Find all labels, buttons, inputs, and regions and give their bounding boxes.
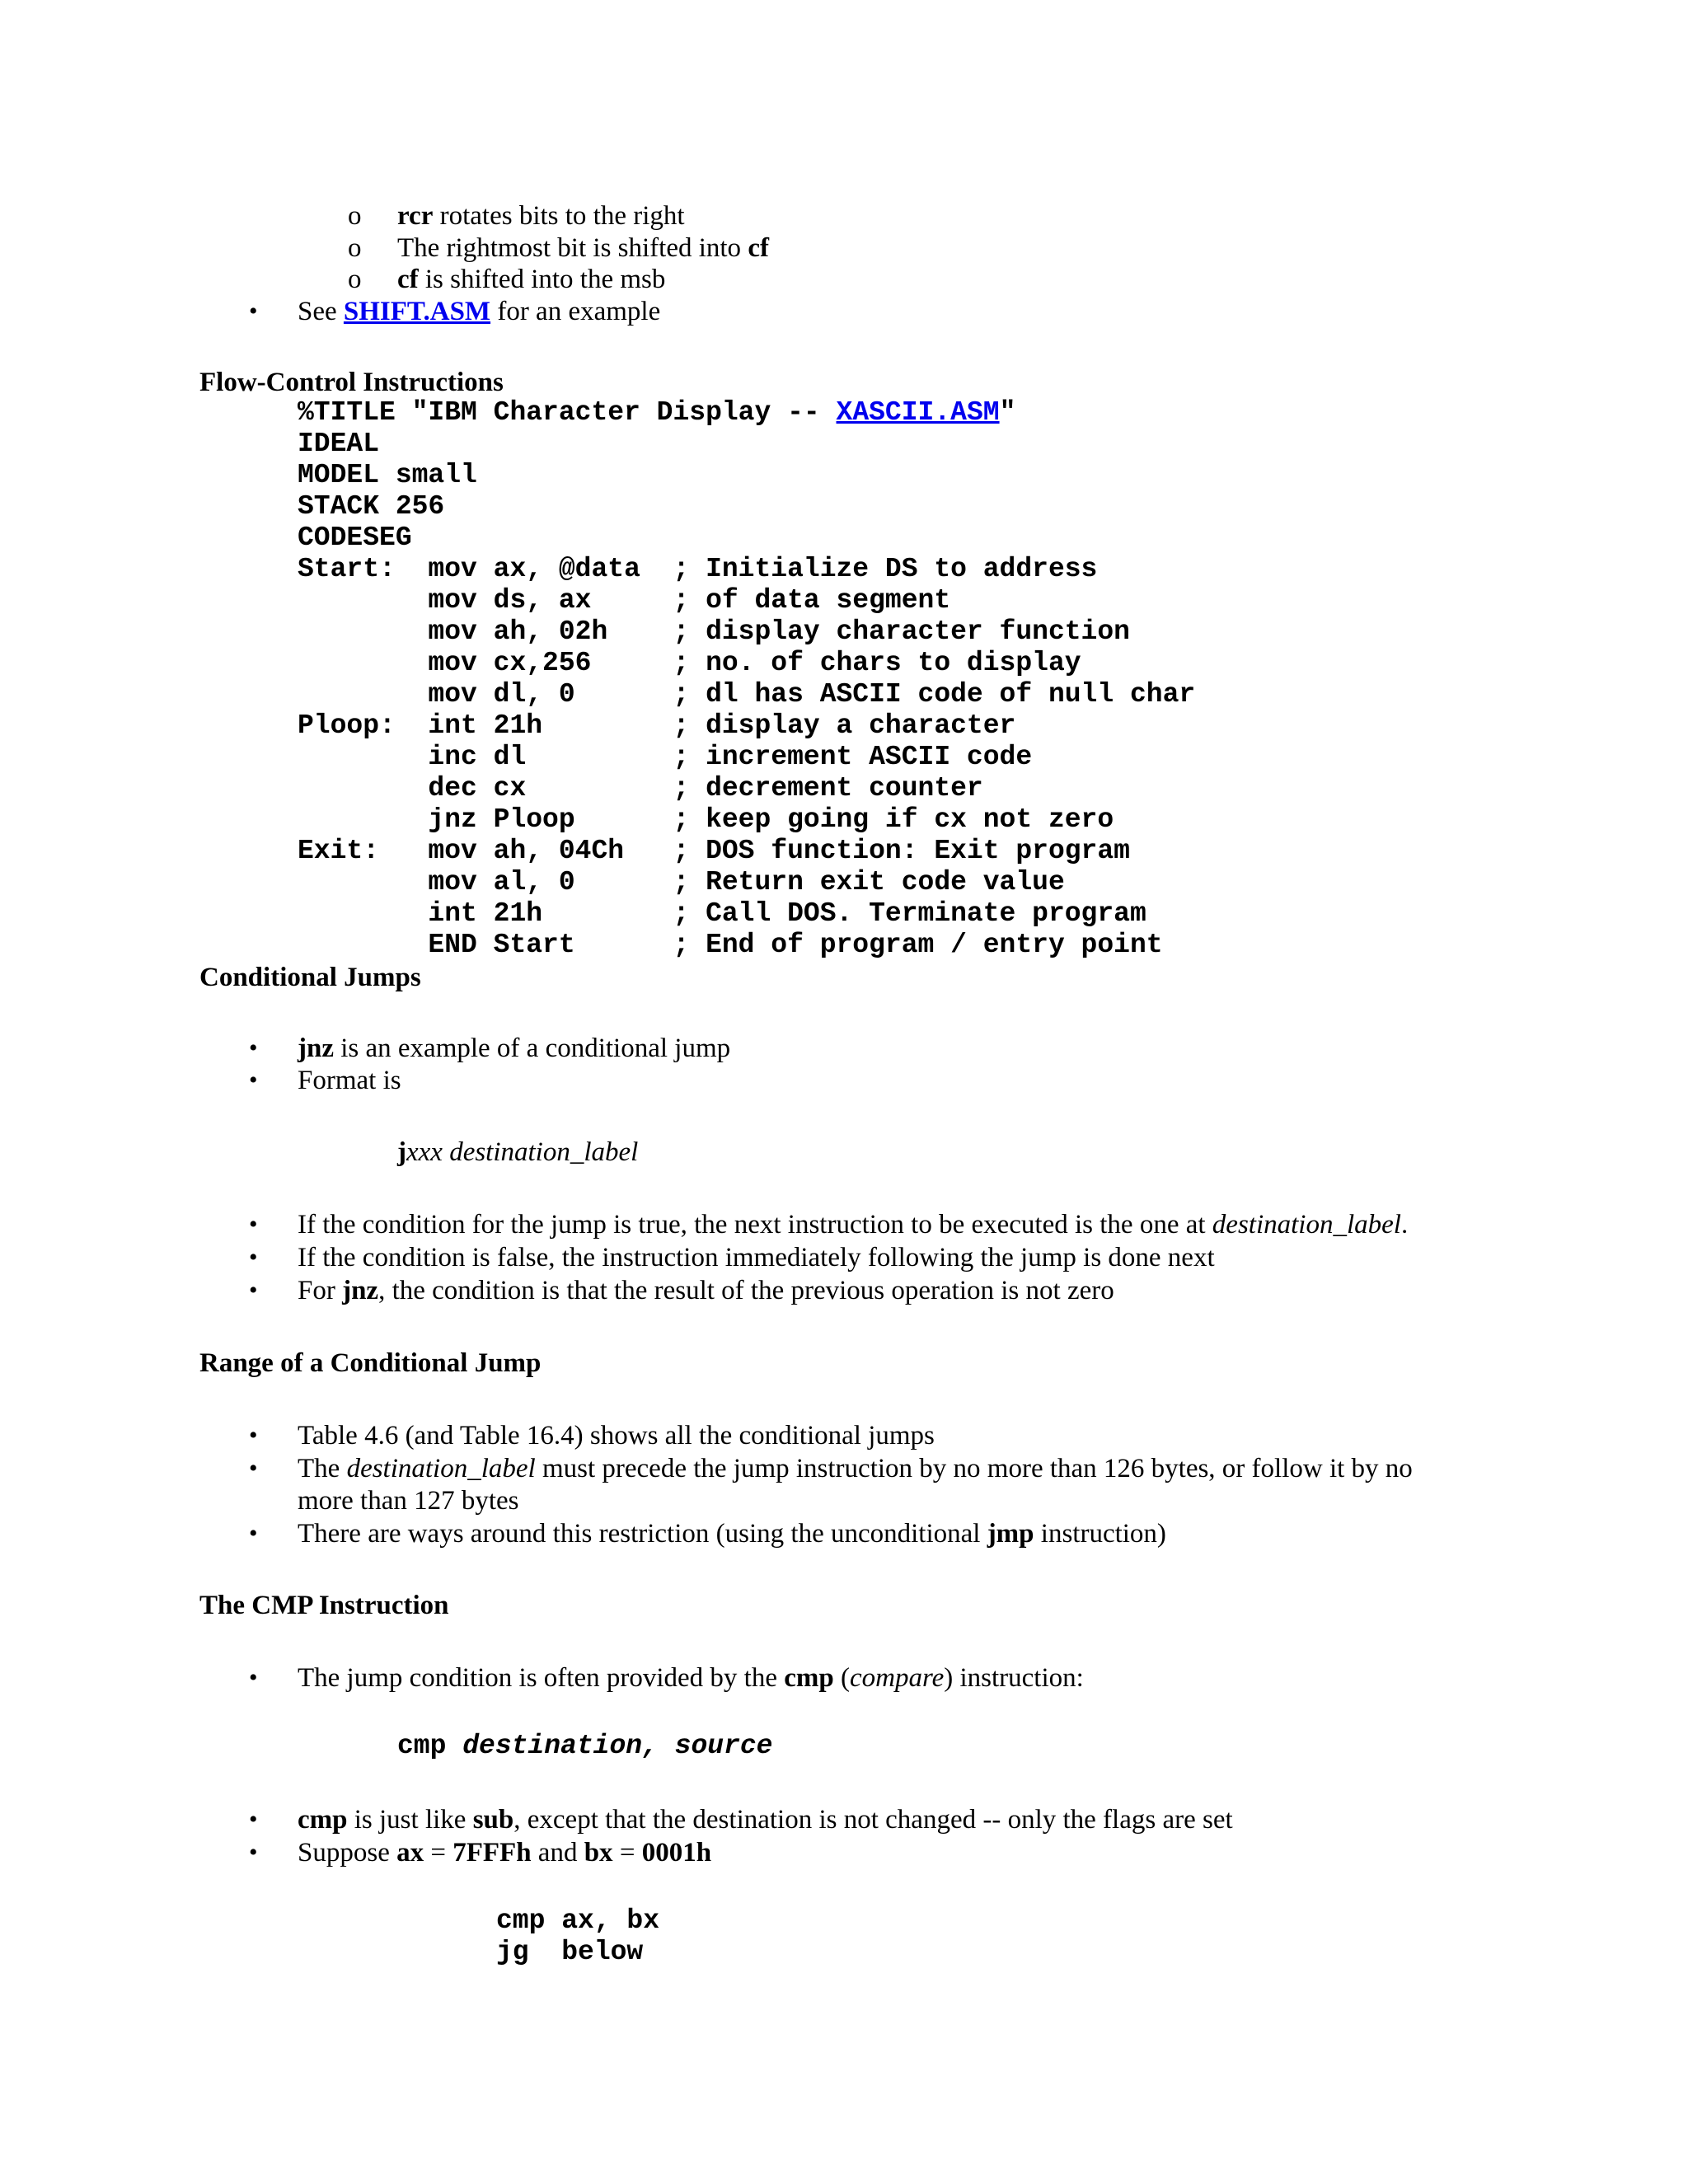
circle-bullet-icon: o — [348, 233, 362, 263]
bullet-icon: • — [249, 1244, 258, 1271]
list-item: If the condition is false, the instruction immediately following the jump is done next — [298, 1243, 1215, 1272]
circle-bullet-icon: o — [348, 201, 362, 231]
bullet-icon: • — [249, 1422, 258, 1449]
code-line: cmp ax, bx — [496, 1905, 660, 1936]
code-line: jnz Ploop ; keep going if cx not zero — [298, 804, 1114, 835]
list-item: The rightmost bit is shifted into cf — [397, 233, 769, 263]
bullet-icon: • — [249, 1277, 258, 1304]
bullet-icon: • — [249, 1034, 258, 1062]
format-syntax: jxxx destination_label — [397, 1137, 639, 1167]
code-line: mov al, 0 ; Return exit code value — [298, 867, 1065, 898]
list-item: If the condition for the jump is true, the next instruction to be executed is the one at destination_label. — [298, 1210, 1409, 1240]
code-block — [298, 429, 1195, 961]
section-heading: The CMP Instruction — [199, 1591, 449, 1620]
bullet-icon: • — [249, 1211, 258, 1238]
code-line: mov dl, 0 ; dl has ASCII code of null char — [298, 679, 1196, 710]
list-item: rcr rotates bits to the right — [397, 201, 685, 231]
code-line: mov ds, ax ; of data segment — [298, 585, 951, 616]
example-code-block — [496, 1905, 659, 1968]
list-item: cmp is just like sub, except that the destination is not changed -- only the flags are set — [298, 1805, 1233, 1835]
bullet-icon: • — [249, 1806, 258, 1833]
code-line: jg below — [496, 1937, 644, 1967]
list-item: The jump condition is often provided by the cmp (compare) instruction: — [298, 1663, 1084, 1693]
circle-bullet-icon: o — [348, 265, 362, 294]
code-line: IDEAL — [298, 429, 380, 459]
code-line: inc dl ; increment ASCII code — [298, 742, 1033, 772]
bullet-icon: • — [249, 1455, 258, 1482]
bullet-icon: • — [249, 1839, 258, 1866]
bullet-icon: • — [249, 1520, 258, 1547]
section-heading: Range of a Conditional Jump — [199, 1348, 542, 1378]
list-item: jnz is an example of a conditional jump — [298, 1033, 731, 1063]
section-heading: Flow-Control Instructions — [199, 368, 504, 397]
code-line: CODESEG — [298, 523, 412, 553]
list-item: Format is — [298, 1066, 401, 1095]
list-item: For jnz, the condition is that the result of the previous operation is not zero — [298, 1276, 1114, 1305]
shift-asm-link[interactable]: SHIFT.ASM — [343, 297, 491, 326]
cmp-syntax: cmp destination, source — [397, 1731, 773, 1761]
code-title-line: %TITLE "IBM Character Display -- XASCII.ASM" — [298, 397, 1016, 428]
code-line: END Start ; End of program / entry point — [298, 930, 1163, 960]
bullet-icon: • — [249, 298, 258, 325]
code-line: Start: mov ax, @data ; Initialize DS to address — [298, 554, 1098, 584]
code-line: int 21h ; Call DOS. Terminate program — [298, 898, 1146, 929]
bullet-icon: • — [249, 1066, 258, 1094]
list-item: The destination_label must precede the jump instruction by no more than 126 bytes, or follow it by no — [298, 1454, 1413, 1483]
list-item-continuation: more than 127 bytes — [298, 1486, 519, 1516]
xascii-asm-link[interactable]: XASCII.ASM — [836, 397, 1000, 428]
code-line: Exit: mov ah, 04Ch ; DOS function: Exit program — [298, 836, 1130, 866]
code-line: dec cx ; decrement counter — [298, 773, 983, 804]
code-line: MODEL small — [298, 460, 477, 490]
list-item: See SHIFT.ASM for an example — [298, 297, 661, 326]
code-line: mov cx,256 ; no. of chars to display — [298, 648, 1081, 678]
section-heading: Conditional Jumps — [199, 963, 421, 992]
code-line: STACK 256 — [298, 491, 445, 522]
bullet-icon: • — [249, 1664, 258, 1691]
list-item: There are ways around this restriction (using the unconditional jmp instruction) — [298, 1519, 1166, 1549]
list-item: cf is shifted into the msb — [397, 265, 666, 294]
list-item: Table 4.6 (and Table 16.4) shows all the conditional jumps — [298, 1421, 935, 1451]
code-line: mov ah, 02h ; display character function — [298, 616, 1130, 647]
list-item: Suppose ax = 7FFFh and bx = 0001h — [298, 1838, 712, 1868]
code-line: Ploop: int 21h ; display a character — [298, 710, 1016, 741]
